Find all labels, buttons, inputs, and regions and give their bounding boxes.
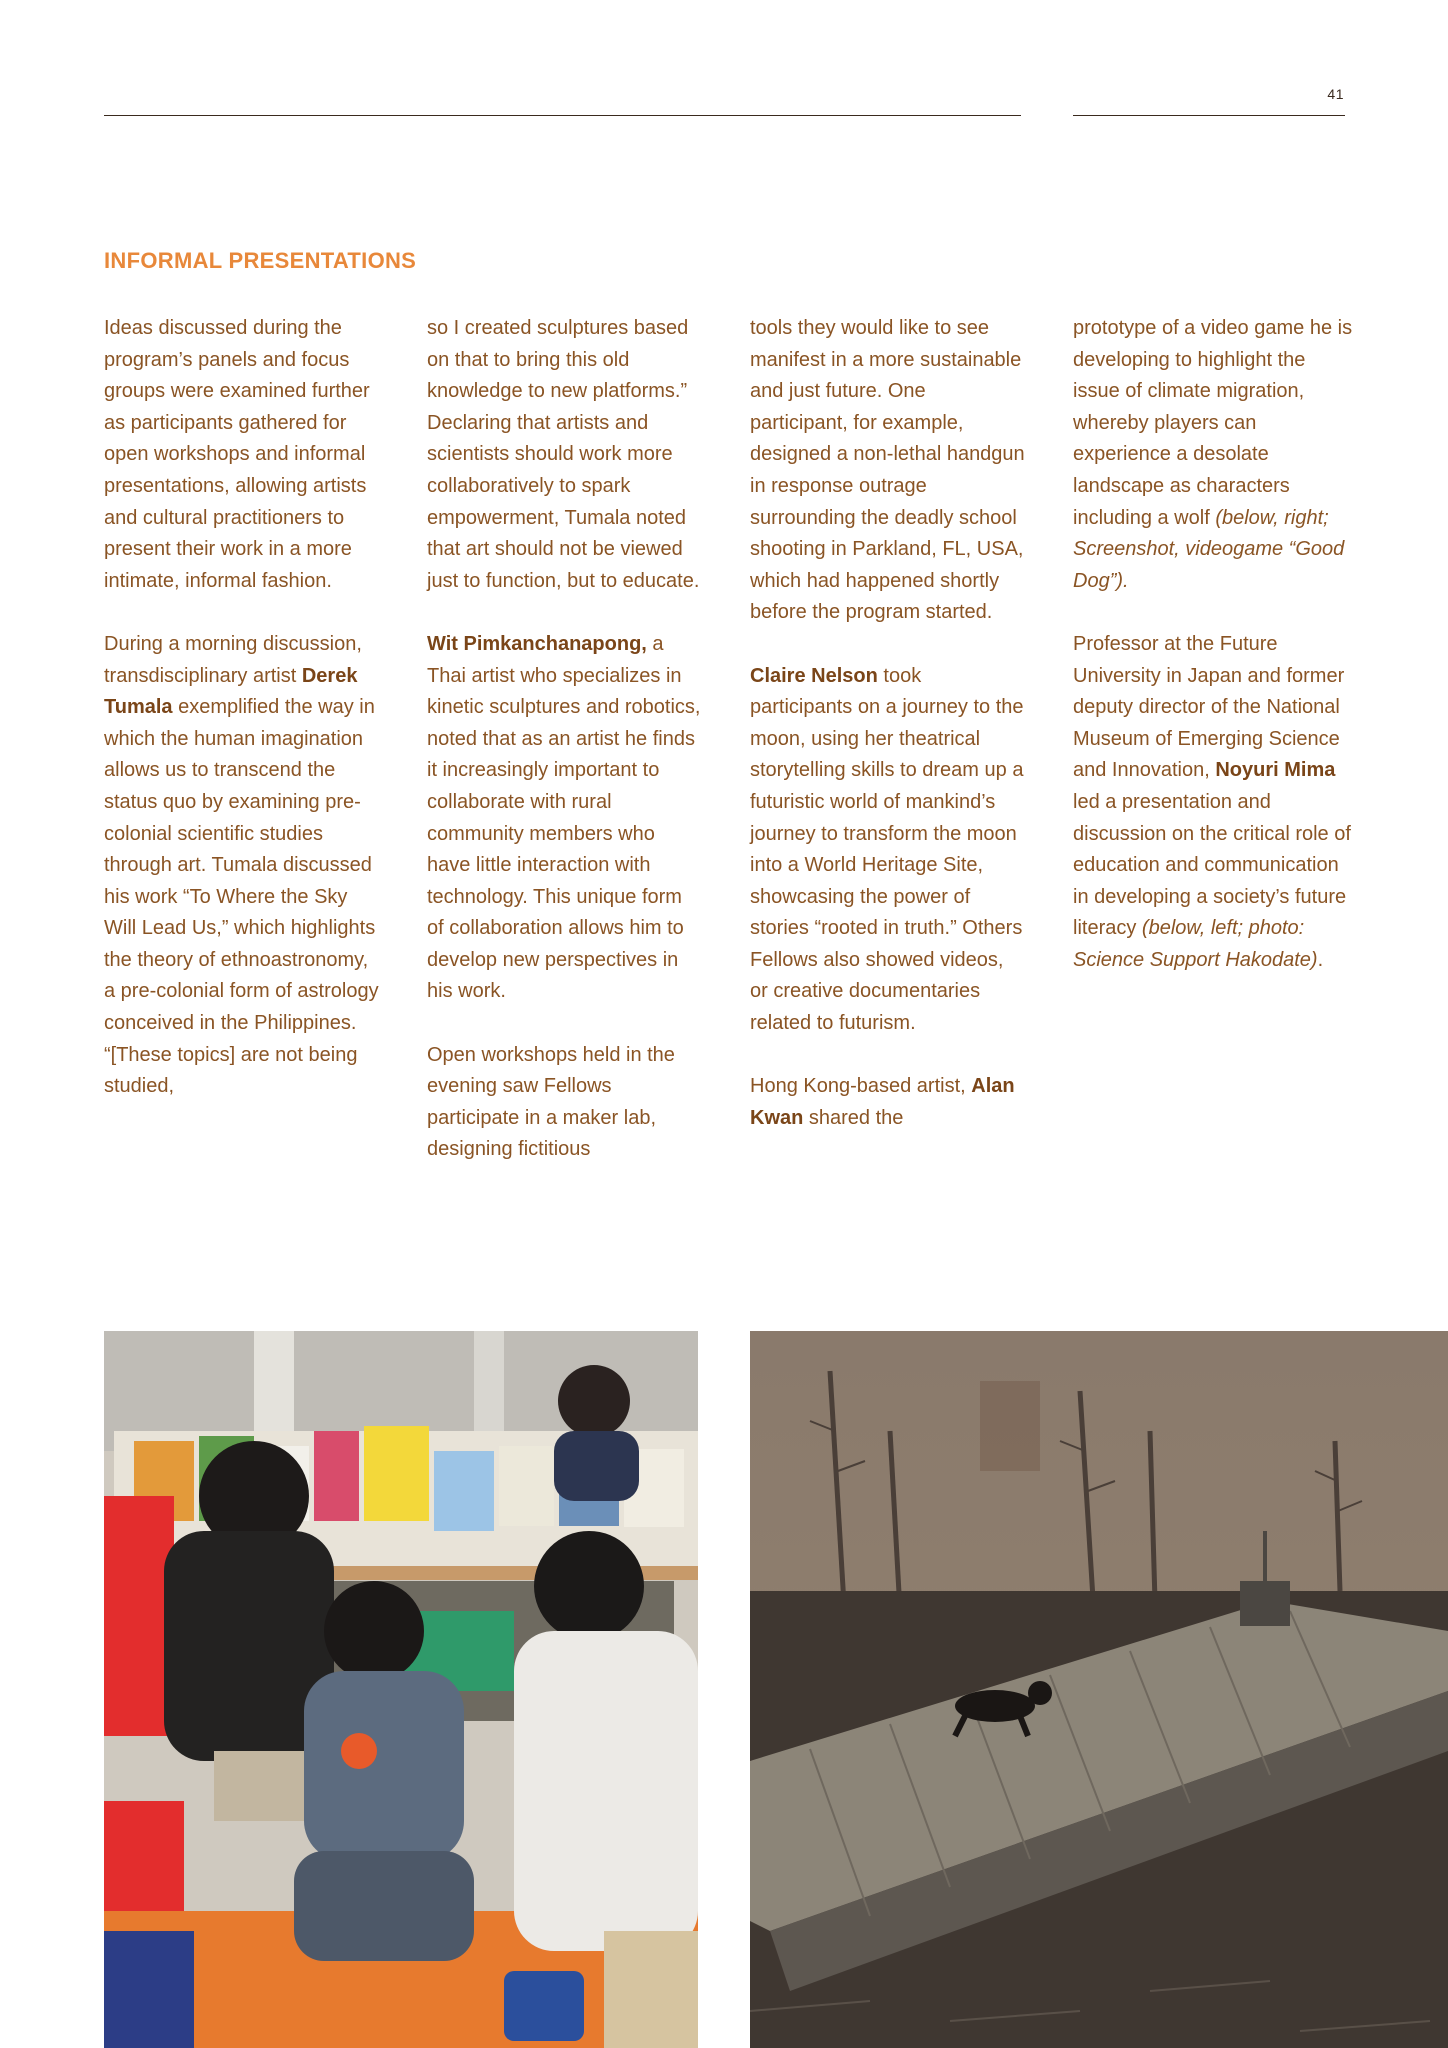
videogame-screenshot <box>750 1331 1448 2048</box>
header-rule-right <box>1073 115 1345 116</box>
videogame-screenshot-illustration <box>750 1331 1448 2048</box>
paragraph: so I created sculptures based on that to bring this old knowledge to new platforms.” Declaring that artists and scientists should work more collaboratively to spark empowerment, Tumala noted that art should not be viewed just to function, but to educate. <box>427 317 700 592</box>
header-rule-left <box>104 115 1021 116</box>
paragraph: Hong Kong-based artist, Alan Kwan shared the <box>750 1075 1015 1129</box>
person-name: Wit Pimkanchanapong, <box>427 632 647 655</box>
paragraph: Open workshops held in the evening saw Fellows participate in a maker lab, designing fictitious <box>427 1043 675 1161</box>
text-column-2 <box>427 313 703 1198</box>
paragraph: During a morning discussion, transdisciplinary artist Derek Tumala exemplified the way in which the human imagination allows us to transcend the status quo by examining pre-colonial scientific studies through art. Tumala discussed his work “To Where the Sky Will Lead Us,” which highlights the theory of ethnoastronomy, a pre-colonial form of astrology conceived in the Philippines. “[These topics] are not being studied, <box>104 632 379 1098</box>
text-column-1 <box>104 313 380 1134</box>
paragraph: tools they would like to see manifest in a more sustainable and just future. One participant, for example, designed a non-lethal handgun in response outrage surrounding the deadly school shooting in Parkland, FL, USA, which had happened shortly before the program started. <box>750 317 1025 624</box>
page-number: 41 <box>1327 86 1344 102</box>
workshop-photo-illustration <box>104 1331 698 2048</box>
person-name: Claire Nelson <box>750 664 878 687</box>
person-name: Derek Tumala <box>104 664 358 719</box>
image-caption: (below, left; photo: Science Support Hakodate) <box>1073 917 1318 971</box>
section-title: INFORMAL PRESENTATIONS <box>104 248 417 273</box>
text-column-4 <box>1073 313 1353 1008</box>
paragraph: Ideas discussed during the program’s panels and focus groups were examined further as participants gathered for open workshops and informal presentations, allowing artists and cultural practitioners to present their work in a more intimate, informal fashion. <box>104 317 370 592</box>
text-column-3 <box>750 313 1026 1166</box>
paragraph: Claire Nelson took participants on a journey to the moon, using her theatrical storytelling skills to dream up a futuristic world of mankind’s journey to transform the moon into a World Heritage Site, showcasing the power of stories “rooted in truth.” Others Fellows also showed videos, or creative documentaries related to futurism. <box>750 664 1024 1035</box>
person-name: Alan Kwan <box>750 1075 1015 1129</box>
paragraph: Professor at the Future University in Japan and former deputy director of the National Museum of Emerging Science and Innovation, Noyuri Mima led a presentation and discussion on the critical role of education and communication in developing a society’s future literacy (below, left; photo: Science Support Hakodate). <box>1073 632 1351 971</box>
paragraph: prototype of a video game he is developing to highlight the issue of climate migration, whereby players can experience a desolate landscape as characters including a wolf (below, right; Screenshot, videogame “Good Dog”). <box>1073 317 1353 592</box>
paragraph: Wit Pimkanchanapong, a Thai artist who specializes in kinetic sculptures and robotics, noted that as an artist he finds it increasingly important to collaborate with rural community members who have little interaction with technology. This unique form of collaboration allows him to develop new perspectives in his work. <box>427 632 701 1003</box>
image-caption: (below, right; Screenshot, videogame “Good Dog”). <box>1073 506 1345 592</box>
workshop-photo <box>104 1331 698 2048</box>
person-name: Noyuri Mima <box>1215 759 1336 782</box>
